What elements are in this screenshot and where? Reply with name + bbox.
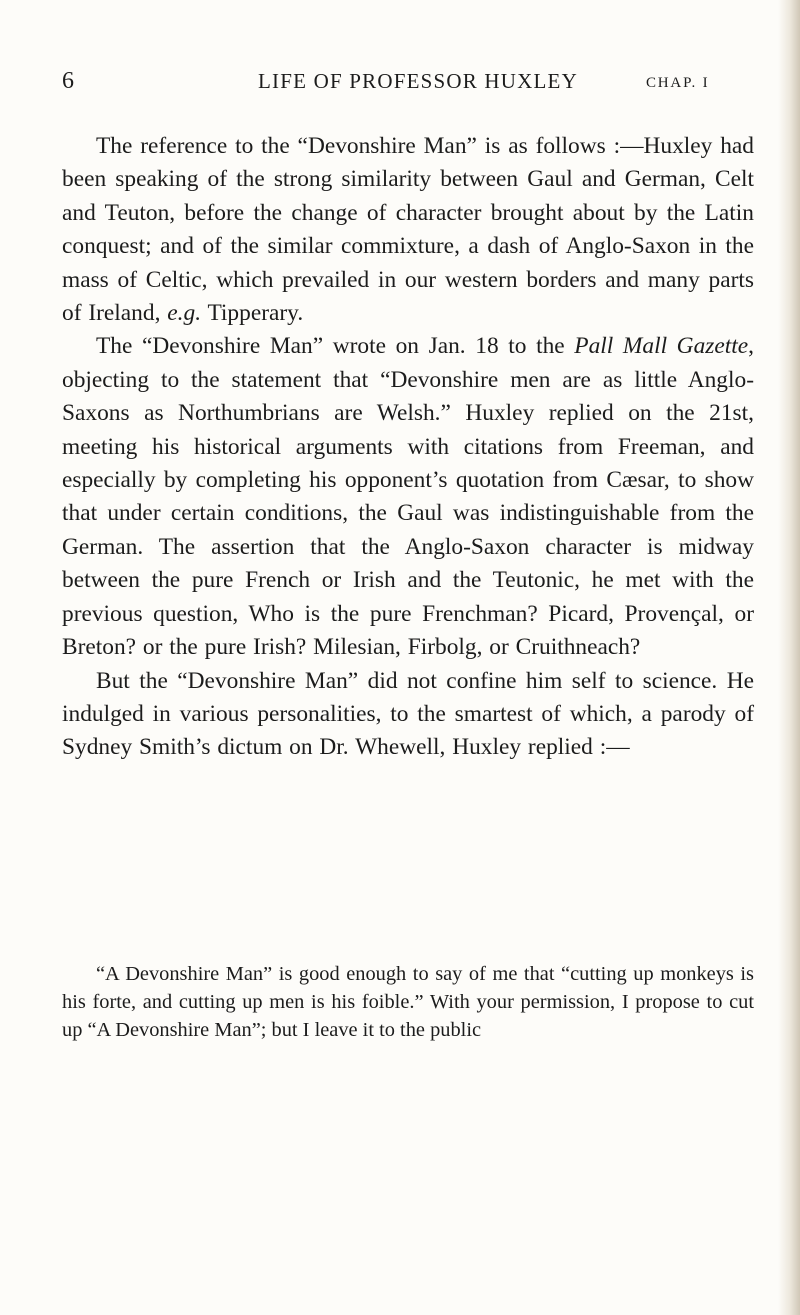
running-title: LIFE OF PROFESSOR HUXLEY [258,69,578,93]
paragraph [62,330,754,664]
text-run: But the “Devonshire Man” did not confine him self to science. He indulged in various personalities, to the smartest of which, a parody of Sydney Smith’s dictum on Dr. Whewell, Huxley replied :— [62,667,754,761]
abbreviation-eg: e.g. [167,300,202,327]
newspaper-title: Pall Mall Gazette [574,333,749,360]
block-quote [62,960,754,1045]
quote-paragraph: “A Devonshire Man” is good enough to say of me that “cutting up monkeys is his forte, and cutting up men is his foible.” With your permission, I propose to cut up “A Devonshire Man”; but I leave it to the public [62,963,754,1042]
page-edge-shadow [778,0,800,1315]
text-run: The “Devonshire Man” wrote on Jan. 18 to the [96,333,575,360]
page-header [62,66,762,96]
text-run: , objecting to the statement that “Devonshire men are as little Anglo-Saxons as Northumbrians are Welsh.” Huxley replied on the 21st, meeting his historical arguments with citations from Freeman, and especially by completing his opponent’s quotation from Cæsar, to show that under certain conditions, the Gaul was indistinguishable from the German. The assertion that the Anglo-Saxon character is midway between the pure French or Irish and the Teutonic, he met with the previous question, Who is the pure Frenchman? Picard, Provençal, or Breton? or the pure Irish? Milesian, Firbolg, or Cruithneach? [62,333,754,661]
paragraph [62,665,754,765]
text-run: The reference to the “Devonshire Man” is as follows :—Huxley had been speaking of the strong similarity between Gaul and German, Celt and Teuton, before the change of character brought about by the Latin conquest; and of the similar commixture, a dash of Anglo-Saxon in the mass of Celtic, which prevailed in our western borders and many parts of Ireland, [62,133,754,327]
text-run: Tipperary. [201,300,304,327]
main-text [62,130,754,765]
page-number: 6 [62,68,74,94]
chapter-label: CHAP. I [646,75,710,91]
paragraph [62,130,754,330]
